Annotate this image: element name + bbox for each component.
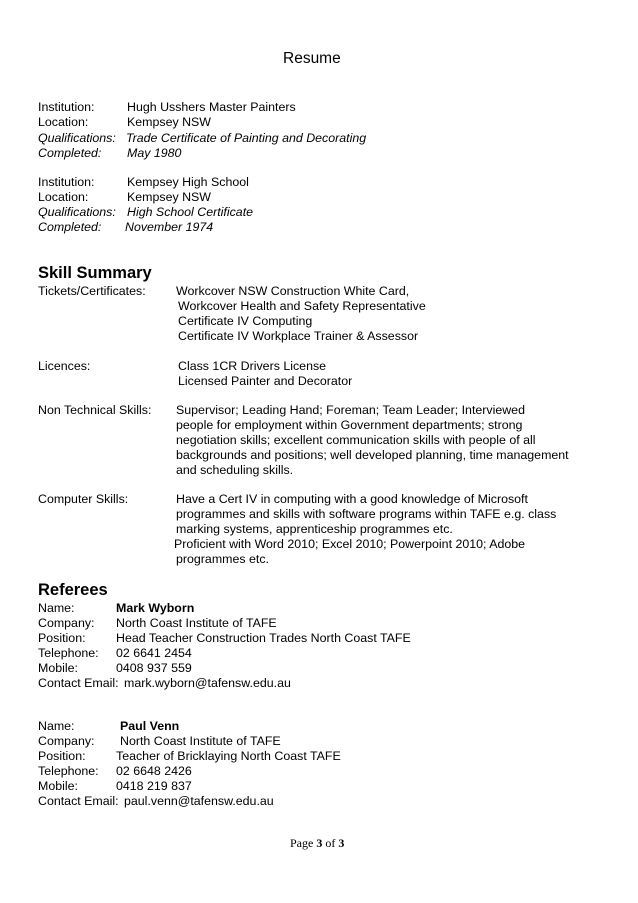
completed-value: November 1974 (125, 220, 214, 234)
nontech-skills-line: and scheduling skills. (176, 463, 294, 477)
institution-value: Hugh Usshers Master Painters (127, 100, 296, 114)
referee-company-label: Company: (38, 734, 95, 748)
page-number (290, 836, 344, 851)
referee-name-label: Name: (38, 601, 75, 615)
referee-company: North Coast Institute of TAFE (120, 734, 281, 748)
referee-mobile: 0418 219 837 (116, 779, 192, 793)
tickets-label: Tickets/Certificates: (38, 284, 146, 298)
skill-summary-heading: Skill Summary (38, 264, 152, 282)
referee-email-label: Contact Email: (38, 676, 119, 690)
referee-position-label: Position: (38, 749, 86, 763)
referee-position-label: Position: (38, 631, 86, 645)
location-label: Location: (38, 115, 89, 129)
referee-telephone-label: Telephone: (38, 764, 99, 778)
page-title: Resume (283, 50, 341, 67)
ticket-line: Workcover NSW Construction White Card, (176, 284, 410, 298)
nontech-skills-line: negotiation skills; excellent communication skills with people of all (176, 433, 536, 447)
licences-label: Licences: (38, 359, 91, 373)
referee-email: mark.wyborn@tafensw.edu.au (124, 676, 291, 690)
of-word: of (325, 836, 336, 850)
total-pages: 3 (338, 836, 345, 850)
location-value: Kempsey NSW (127, 115, 211, 129)
qualifications-value: Trade Certificate of Painting and Decorating (126, 131, 367, 145)
nontech-skills-line: Supervisor; Leading Hand; Foreman; Team Leader; Interviewed (176, 403, 525, 417)
completed-value: May 1980 (127, 146, 182, 160)
licence-line: Class 1CR Drivers License (178, 359, 327, 373)
referee-position: Teacher of Bricklaying North Coast TAFE (116, 749, 341, 763)
qualifications-label: Qualifications: (38, 131, 116, 145)
referee-mobile-label: Mobile: (38, 661, 78, 675)
current-page: 3 (316, 836, 323, 850)
referee-mobile: 0408 937 559 (116, 661, 192, 675)
referee-company: North Coast Institute of TAFE (116, 616, 277, 630)
referee-email-label: Contact Email: (38, 794, 119, 808)
ticket-line: Certificate IV Workplace Trainer & Assessor (178, 329, 419, 343)
nontech-skills-line: backgrounds and positions; well developed planning, time management (176, 448, 569, 462)
referee-email: paul.venn@tafensw.edu.au (124, 794, 274, 808)
completed-label: Completed: (38, 220, 102, 234)
referee-telephone: 02 6648 2426 (116, 764, 192, 778)
computer-skills-line: Have a Cert IV in computing with a good knowledge of Microsoft (176, 492, 528, 506)
institution-label: Institution: (38, 175, 95, 189)
referee-mobile-label: Mobile: (38, 779, 78, 793)
referee-name: Paul Venn (120, 719, 180, 733)
licence-line: Licensed Painter and Decorator (178, 374, 353, 388)
referee-position: Head Teacher Construction Trades North Coast TAFE (116, 631, 411, 645)
computer-skills-line: marking systems, apprenticeship programmes etc. (176, 522, 453, 536)
qualifications-value: High School Certificate (127, 205, 254, 219)
location-label: Location: (38, 190, 89, 204)
computer-skills-line: programmes and skills with software programs within TAFE e.g. class (176, 507, 557, 521)
ticket-line: Workcover Health and Safety Representative (178, 299, 426, 313)
ticket-line: Certificate IV Computing (178, 314, 313, 328)
referee-name-label: Name: (38, 719, 75, 733)
completed-label: Completed: (38, 146, 102, 160)
location-value: Kempsey NSW (127, 190, 211, 204)
institution-value: Kempsey High School (127, 175, 249, 189)
computer-skills-line: Proficient with Word 2010; Excel 2010; Powerpoint 2010; Adobe (174, 537, 526, 551)
referee-name: Mark Wyborn (116, 601, 195, 615)
qualifications-label: Qualifications: (38, 205, 116, 219)
computer-skills-line: programmes etc. (176, 552, 269, 566)
nontech-skills-label: Non Technical Skills: (38, 403, 152, 417)
computer-skills-label: Computer Skills: (38, 492, 129, 506)
referee-company-label: Company: (38, 616, 95, 630)
referees-heading: Referees (38, 581, 108, 599)
institution-label: Institution: (38, 100, 95, 114)
nontech-skills-line: people for employment within Government departments; strong (176, 418, 523, 432)
referee-telephone-label: Telephone: (38, 646, 99, 660)
page-word: Page (290, 836, 314, 850)
referee-telephone: 02 6641 2454 (116, 646, 192, 660)
